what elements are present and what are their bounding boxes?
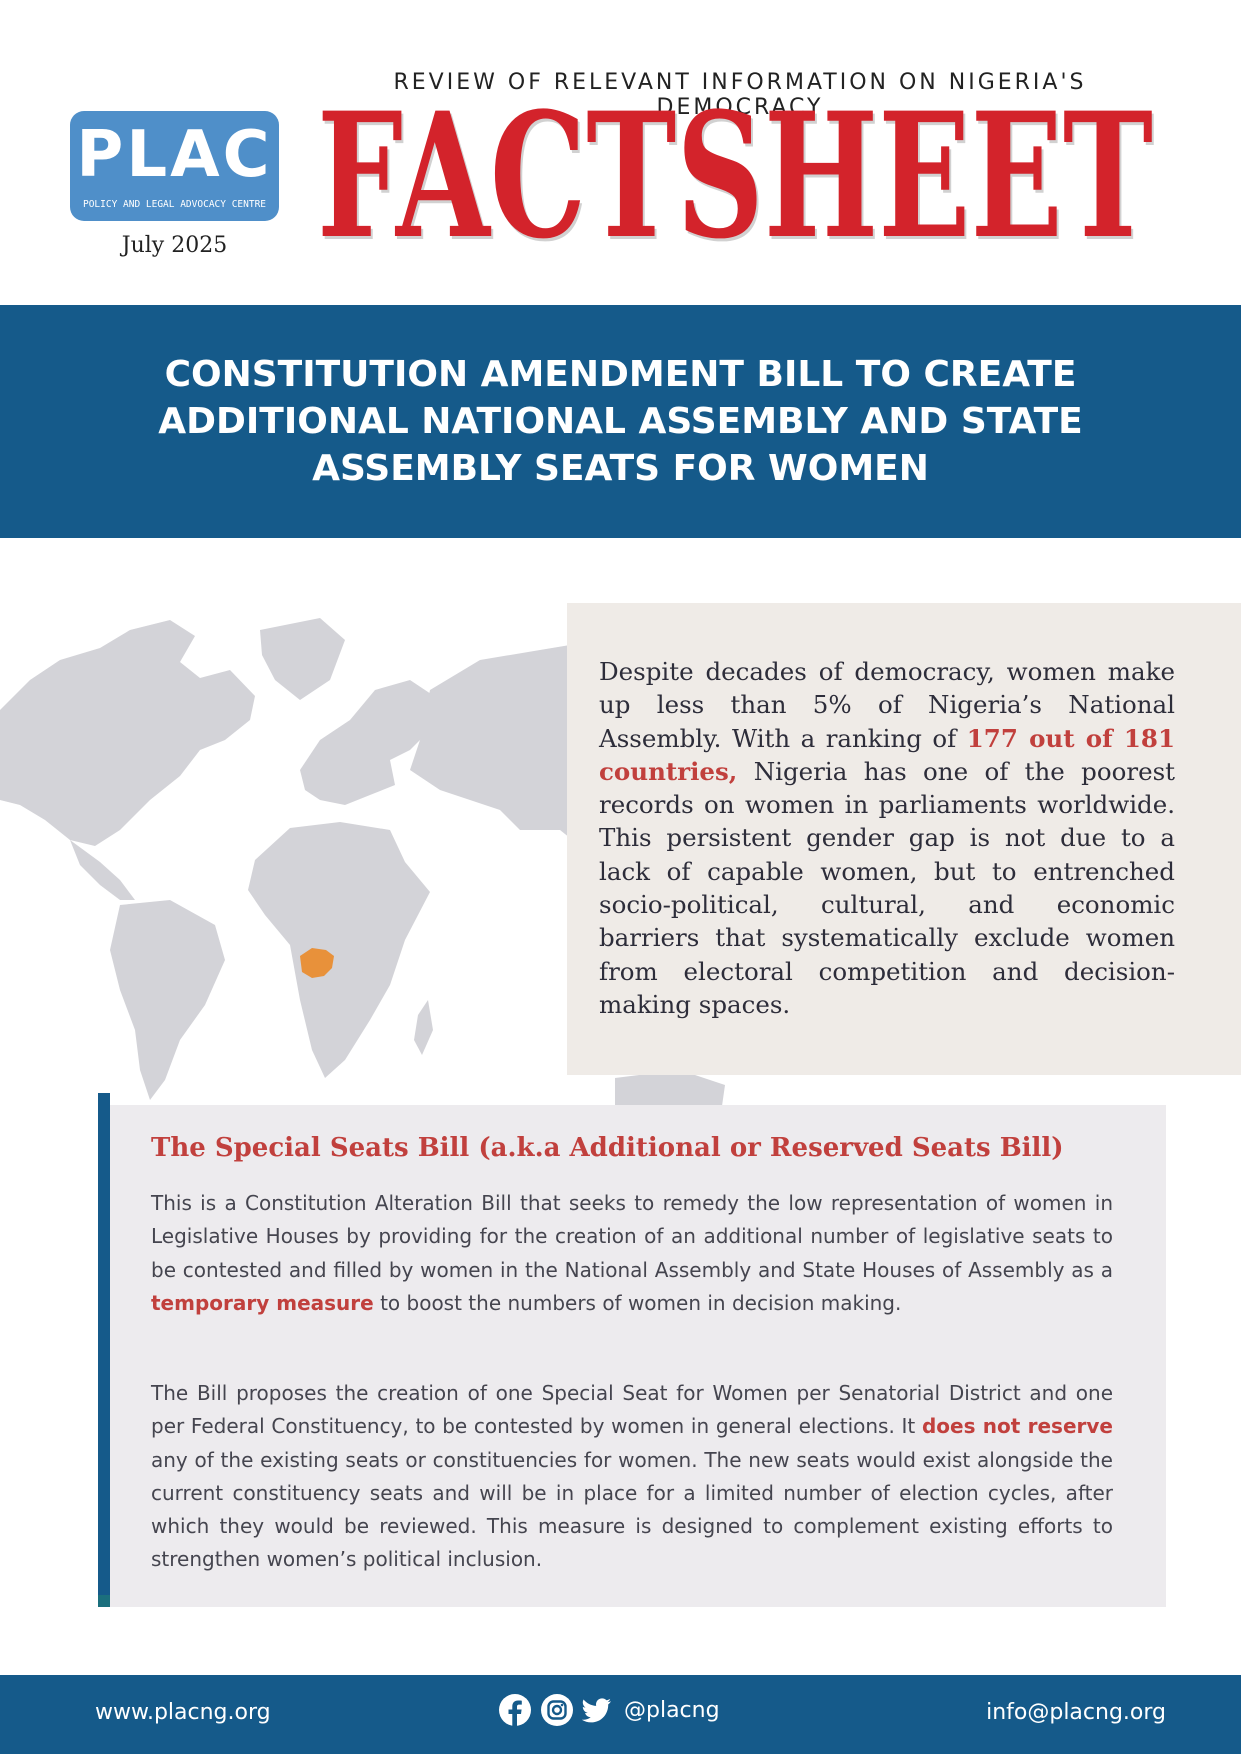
logo-subtitle: POLICY AND LEGAL ADVOCACY CENTRE [82, 199, 267, 210]
special-seats-paragraph-1: This is a Constitution Alteration Bill that seeks to remedy the low representation of women in Legislative Houses by providing for the creation of an additional number of legislative seats to be contested and filled by women in the National Assembly and State Houses of Assembly as a temporary measure to boost the numbers of women in decision making. [151, 1191, 1113, 1315]
page-title: CONSTITUTION AMENDMENT BILL TO CREATE ADDITIONAL NATIONAL ASSEMBLY AND STATE ASSEMBLY SEATS FOR WOMEN [158, 354, 1083, 489]
special-seats-box [110, 1105, 1166, 1607]
email-link[interactable]: info@placng.org [986, 1700, 1166, 1725]
footer [0, 1675, 1241, 1754]
temporary-measure-highlight: temporary measure [151, 1290, 374, 1315]
masthead-shadow: FACTSHEET [319, 96, 1155, 246]
website-link[interactable]: www.placng.org [95, 1700, 271, 1725]
social-handle[interactable]: @placng [624, 1697, 720, 1723]
publication-date: July 2025 [121, 233, 228, 258]
logo-wordmark: PLAC [76, 118, 273, 192]
social-links [498, 1693, 720, 1727]
title-band [0, 305, 1241, 538]
plac-logo [70, 111, 279, 221]
special-seats-heading: The Special Seats Bill (a.k.a Additional or Reserved Seats Bill) [151, 1133, 1064, 1163]
masthead-text: FACTSHEET [317, 96, 1153, 246]
accent-bar-tip [98, 1595, 110, 1607]
does-not-reserve-highlight: does not reserve [921, 1414, 1113, 1439]
intro-box [567, 603, 1241, 1075]
instagram-icon[interactable] [540, 1693, 574, 1727]
intro-paragraph: Despite decades of democracy, women make up less than 5% of Nigeria’s National Assembly. With a ranking of 177 out of 181 countries, Nigeria has one of the poorest records on women in parliaments worldwide. This persistent gender gap is not due to a lack of capable women, but to entrenched socio-political, cultural, and economic barriers that systematically exclude women from electoral competition and decision-making spaces. [599, 657, 1175, 1019]
accent-bar [98, 1093, 110, 1607]
factsheet-masthead [310, 96, 1160, 246]
facebook-icon[interactable] [498, 1693, 532, 1727]
special-seats-paragraph-2: The Bill proposes the creation of one Special Seat for Women per Senatorial District and one per Federal Constituency, to be contested by women in general elections. It does not reserve any of the existing seats or constituencies for women. The new seats would exist alongside the current constituency seats and will be in place for a limited number of election cycles, after which they would be reviewed. This measure is designed to complement existing efforts to strengthen women’s political inclusion. [151, 1381, 1113, 1572]
ranking-highlight: 177 out of 181 countries, [599, 723, 1175, 786]
masthead-kicker: REVIEW OF RELEVANT INFORMATION ON NIGERIA'S DEMOCRACY [393, 70, 1087, 120]
twitter-icon[interactable] [582, 1696, 612, 1724]
